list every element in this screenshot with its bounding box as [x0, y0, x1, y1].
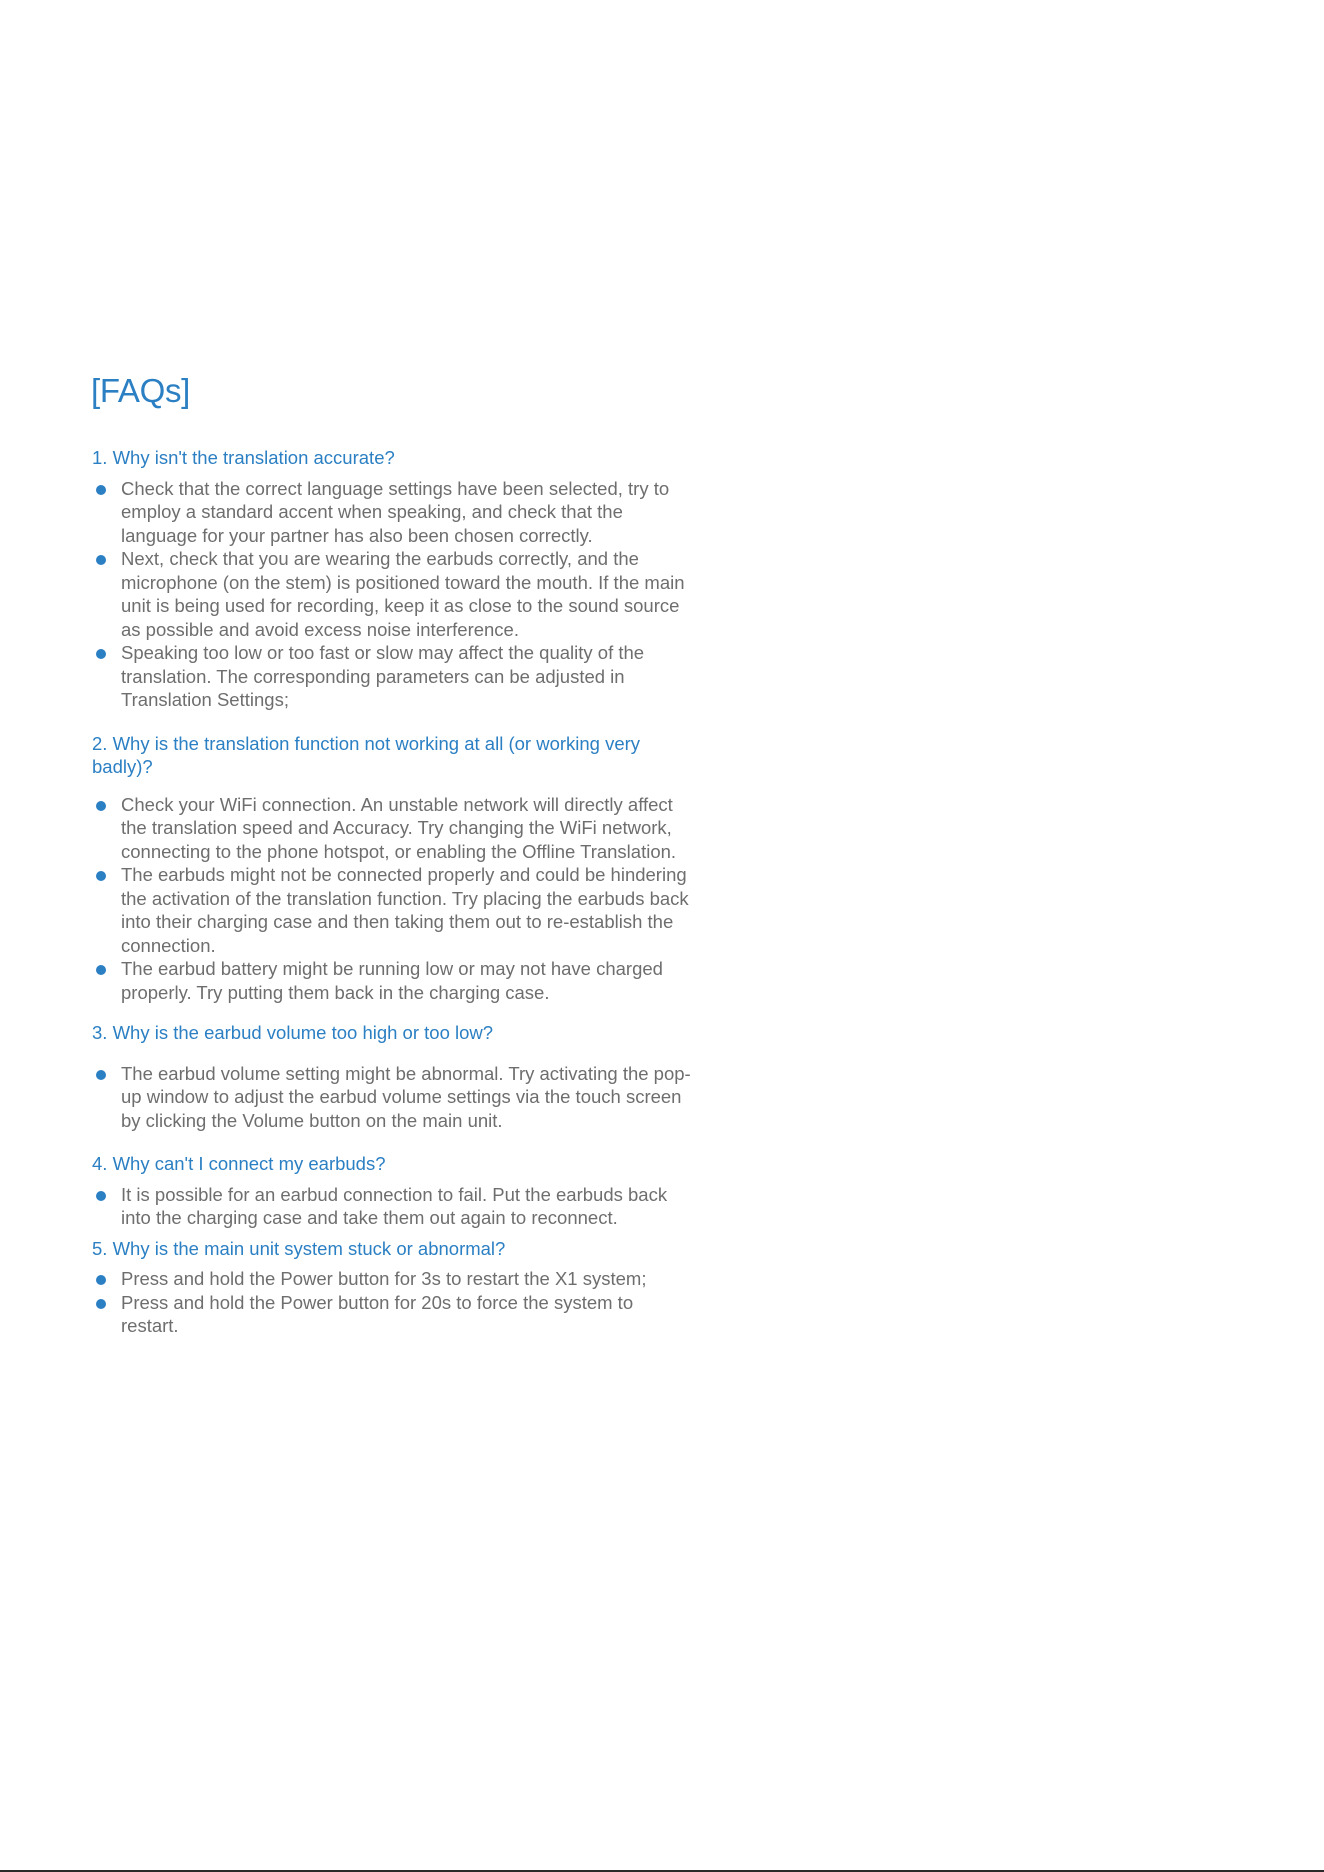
- faq-section-5: [91, 1237, 691, 1338]
- bullet-dot-icon: [96, 1275, 106, 1285]
- bullet-dot-icon: [96, 485, 106, 495]
- bullet-dot-icon: [96, 649, 106, 659]
- faq-section-4: [91, 1152, 691, 1230]
- faq-question: 1. Why isn't the translation accurate?: [92, 447, 395, 468]
- faq-answer-list: [91, 1062, 691, 1133]
- faq-answer-text: Speaking too low or too fast or slow may affect the quality of the translation. The corresponding parameters can be adjusted in Translation Settings;: [121, 642, 645, 710]
- faq-answer-item: [91, 547, 691, 641]
- faq-answer-text: The earbuds might not be connected properly and could be hindering the activation of the translation function. Try placing the earbuds back into their charging case and then taking them out to re-establish the connection.: [121, 864, 689, 956]
- faq-page: [91, 370, 691, 1338]
- faq-answer-list: [91, 793, 691, 1005]
- faq-question: 3. Why is the earbud volume too high or too low?: [92, 1022, 494, 1043]
- faq-answer-text: Press and hold the Power button for 20s to force the system to restart.: [121, 1291, 634, 1336]
- faq-section-1: [91, 446, 691, 712]
- faq-answer-item: [91, 863, 691, 957]
- faq-answer-text: Check that the correct language settings have been selected, try to employ a standard accent when speaking, and check that the language for your partner has also been chosen correctly.: [121, 477, 670, 546]
- faq-question: 4. Why can't I connect my earbuds?: [92, 1153, 386, 1174]
- faq-question: 5. Why is the main unit system stuck or abnormal?: [92, 1237, 506, 1259]
- faq-answer-text: It is possible for an earbud connection to fail. Put the earbuds back into the charging case and take them out again to reconnect.: [121, 1183, 668, 1228]
- bullet-dot-icon: [96, 555, 106, 565]
- faq-answer-text: Next, check that you are wearing the earbuds correctly, and the microphone (on the stem) is positioned toward the mouth. If the main unit is being used for recording, keep it as close to the sound source as possible and avoid excess noise interference.: [121, 548, 685, 640]
- faq-answer-text: Check your WiFi connection. An unstable network will directly affect the translation speed and Accuracy. Try changing the WiFi network, connecting to the phone hotspot, or enabling the Offline Translation.: [121, 793, 677, 862]
- faq-answer-item: [91, 793, 691, 864]
- faq-answer-list: [91, 477, 691, 712]
- faq-answer-item: [91, 1062, 691, 1133]
- bullet-dot-icon: [96, 871, 106, 881]
- faq-answer-list: [91, 1183, 691, 1230]
- bullet-dot-icon: [96, 801, 106, 811]
- faq-answer-text: Press and hold the Power button for 3s to restart the X1 system;: [121, 1268, 647, 1289]
- bullet-dot-icon: [96, 965, 106, 975]
- faq-answer-item: [91, 641, 691, 712]
- faq-answer-item: [91, 957, 691, 1004]
- faq-section-3: [91, 1021, 691, 1132]
- faq-answer-item: [91, 477, 691, 548]
- bullet-dot-icon: [96, 1299, 106, 1309]
- faq-answer-item: [91, 1291, 691, 1338]
- faq-answer-item: [91, 1267, 691, 1291]
- faq-question: 2. Why is the translation function not working at all (or working very badly)?: [92, 732, 641, 777]
- page-title: [FAQs]: [91, 372, 191, 409]
- faq-answer-text: The earbud volume setting might be abnormal. Try activating the pop-up window to adjust the earbud volume settings via the touch screen by clicking the Volume button on the main unit.: [121, 1062, 691, 1131]
- faq-answer-item: [91, 1183, 691, 1230]
- bullet-dot-icon: [96, 1191, 106, 1201]
- bullet-dot-icon: [96, 1070, 106, 1080]
- faq-answer-list: [91, 1267, 691, 1338]
- faq-section-2: [91, 732, 691, 1005]
- faq-answer-text: The earbud battery might be running low or may not have charged properly. Try putting them back in the charging case.: [121, 958, 663, 1003]
